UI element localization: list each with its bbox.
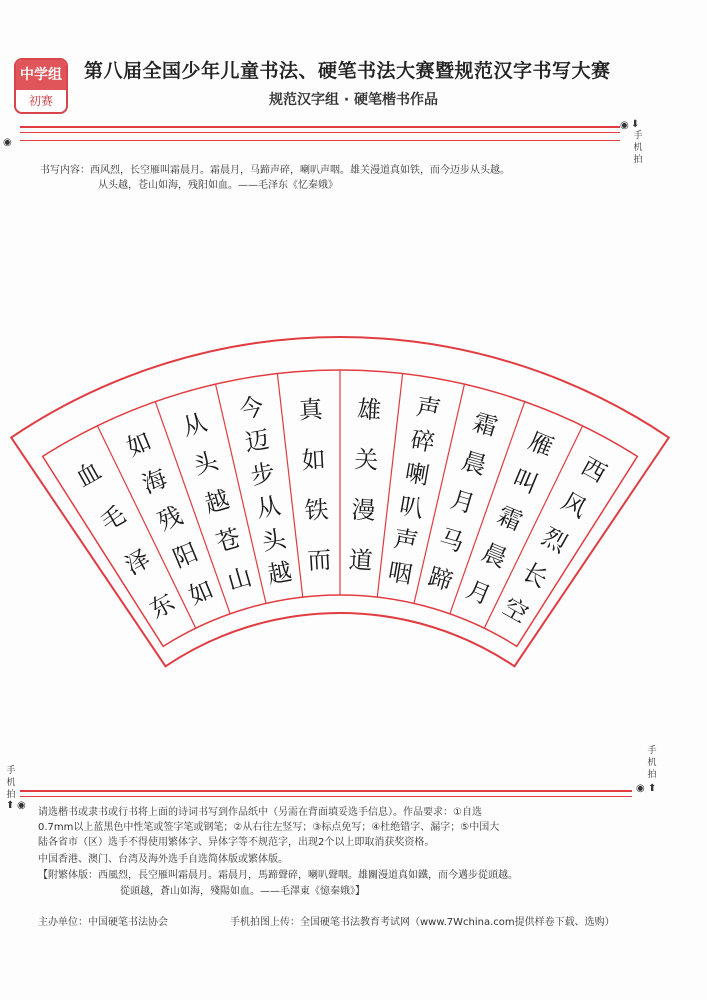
fan-character: 如 (300, 445, 327, 475)
fan-column-text (237, 392, 294, 589)
fan-character: 越 (265, 557, 294, 590)
fan-character: 空 (498, 592, 533, 629)
fan-handwriting (71, 392, 611, 628)
arrow-down-icon: ⬇ (631, 119, 640, 130)
fan-character: 晨 (458, 446, 490, 481)
fan-character: 残 (153, 501, 187, 537)
fan-character: 苍 (212, 523, 244, 558)
fan-character: 烈 (537, 522, 572, 559)
fan-character: 碎 (408, 425, 438, 458)
fan-character: 泽 (120, 544, 155, 581)
fan-character: 迈 (242, 425, 272, 458)
fan-character: 今 (237, 392, 266, 425)
phone-shot-label: 手机拍 (633, 131, 643, 165)
fan-character: 头 (259, 524, 289, 557)
fan-character: 东 (144, 588, 180, 625)
fan-character: 叫 (508, 463, 542, 499)
fan-column-text (386, 392, 443, 589)
fan-character: 步 (248, 458, 277, 491)
fan-character: 叭 (397, 491, 426, 524)
fan-character: 铁 (303, 495, 330, 525)
footer-rule-thin (20, 796, 632, 797)
badge-round-label: 初赛 (28, 94, 53, 108)
requirements-line-1: 请选楷书或隶书或行书将上面的诗词书写到作品纸中（另需在背面填妥选手信息）。作品要求：①自选 (38, 807, 482, 818)
fan-character: 从 (179, 407, 211, 442)
requirements-line-2: 0.7mm以上蓝黑色中性笔或签字笔或钢笔；②从右往左竖写；③标点免写；④杜绝错字、漏字；⑤中国大 (38, 822, 500, 833)
fan-character: 咽 (386, 557, 415, 590)
fan-character: 山 (224, 562, 255, 596)
organizer: 主办单位：中国硬笔书法协会 (38, 917, 168, 928)
fan-character: 月 (447, 485, 479, 519)
fan-column-text (298, 395, 332, 575)
fan-character: 霜 (469, 407, 501, 442)
fan-character: 雄 (356, 395, 382, 425)
fan-character: 声 (414, 392, 443, 425)
fan-character: 西 (576, 452, 612, 489)
camera-icon: ◉ (636, 783, 645, 794)
fan-character: 晨 (477, 538, 511, 574)
fan-character: 从 (254, 491, 283, 524)
fan-character: 如 (184, 575, 218, 611)
requirements-line-3: 陆各省市（区）选手不得使用繁体字、异体字等不规范字，出现2个以上即取消获奖资格。 (38, 837, 435, 848)
fan-character: 雁 (524, 426, 558, 462)
fan-character: 如 (122, 426, 156, 462)
fan-column-text (348, 395, 382, 575)
fan-character: 喇 (403, 458, 432, 491)
fan-character: 越 (201, 485, 233, 519)
fan-character: 海 (138, 463, 172, 499)
fan-character: 头 (190, 446, 222, 481)
phone-shot-label: 手机拍 (6, 766, 16, 800)
fan-character: 血 (71, 456, 106, 493)
fan-character: 长 (517, 557, 553, 594)
requirements-line-5: 【附繁体版：西風烈，長空雁叫霜晨月。霜晨月，馬蹄聲碎，喇叭聲咽。雄關漫道真如鐵，而今邁步從頭越。 (38, 870, 518, 881)
camera-icon: ◉ (3, 137, 12, 148)
fan-character: 毛 (95, 500, 131, 537)
arrow-up-icon: ⬆ (648, 783, 657, 794)
content-line-2: 从头越，苍山如海，残阳如血。——毛泽东《忆秦娥》 (98, 180, 338, 191)
page-title: 第八届全国少年儿童书法、硬笔书法大赛暨规范汉字书写大赛 (84, 60, 611, 82)
badge-group-label: 中学组 (16, 60, 66, 90)
page-subtitle: 规范汉字组 · 硬笔楷书作品 (268, 92, 439, 108)
fan-character: 漫 (350, 495, 377, 525)
content-label: 书写内容： (40, 165, 90, 176)
upload-info: 手机拍图上传：全国硬笔书法教育考试网（www.7Wchina.com提供样卷下载、选购） (230, 917, 615, 928)
fan-character: 阳 (169, 538, 203, 574)
fan-character: 关 (353, 445, 380, 475)
fan-character: 月 (462, 575, 496, 611)
fan-column-lines (97, 370, 582, 628)
arrow-up-icon: ⬆ (6, 800, 15, 811)
fan-character: 声 (391, 524, 421, 557)
camera-icon: ◉ (620, 120, 629, 131)
phone-shot-label: 手机拍 (647, 746, 657, 780)
fan-character: 风 (556, 487, 592, 524)
camera-icon: ◉ (17, 800, 26, 811)
fan-character: 而 (306, 545, 333, 576)
fan-character: 马 (436, 523, 468, 558)
requirements-line-4: 中国香港、澳门、台湾及海外选手自选简体版或繁体版。 (38, 854, 288, 865)
footer-rule (20, 790, 632, 792)
requirements-line-6: 從頭越，蒼山如海，殘陽如血。——毛澤東《憶秦娥》】 (120, 886, 365, 897)
fan-character: 真 (298, 395, 324, 425)
fan-character: 道 (347, 545, 374, 576)
content-text-1: 西风烈，长空雁叫霜晨月。霜晨月，马蹄声碎，喇叭声咽。雄关漫道真如铁，而今迈步从头越。 (90, 165, 510, 176)
fan-character: 蹄 (425, 562, 456, 596)
fan-character: 霜 (493, 501, 527, 537)
